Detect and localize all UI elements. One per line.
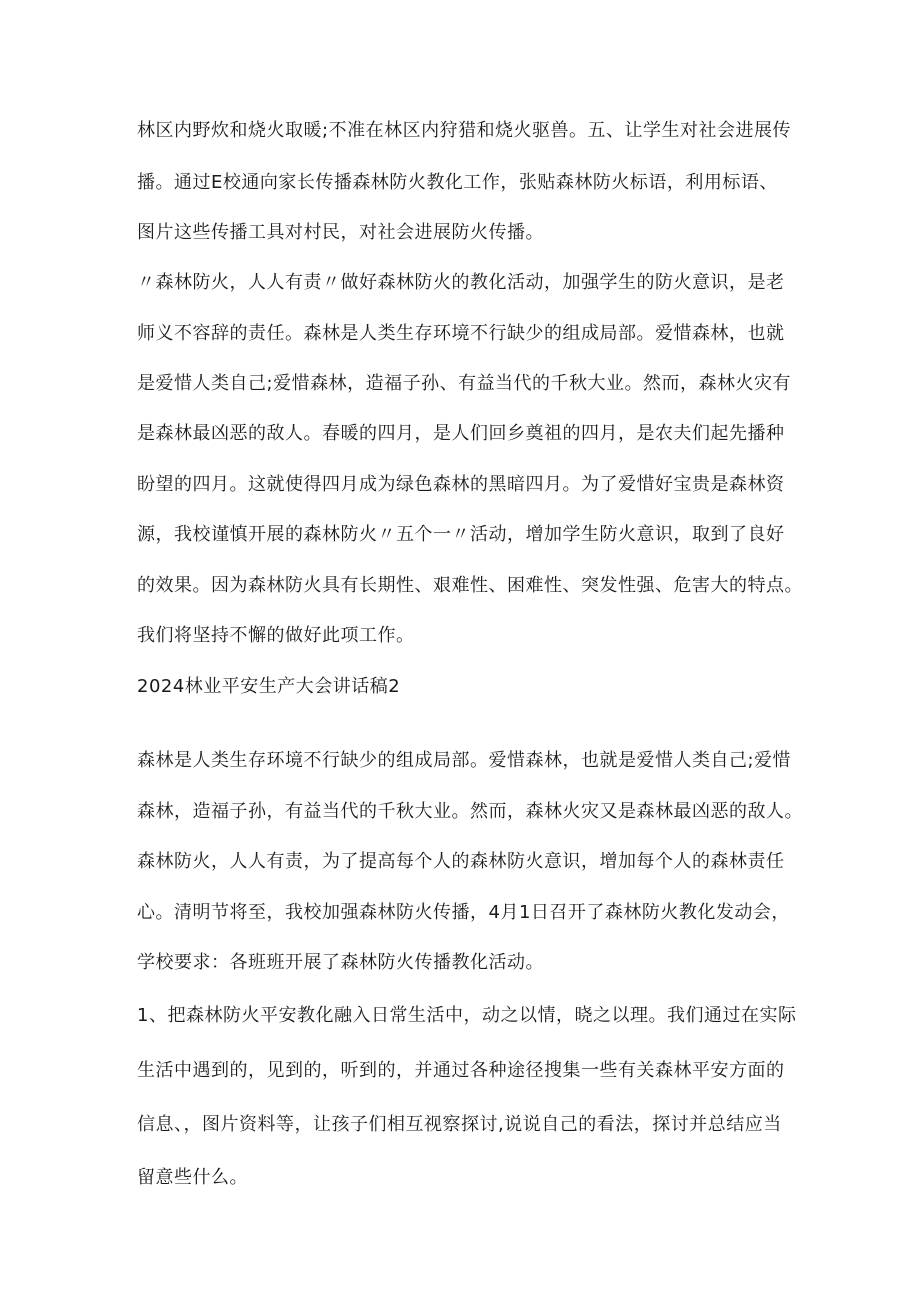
- text-line: 心。清明节将至，我校加强森林防火传播，4月1日召开了森林防火教化发动会，: [137, 902, 790, 923]
- section-heading: 2024林业平安生产大会讲话稿2: [137, 676, 401, 697]
- text-line: 留意些什么。: [137, 1167, 248, 1188]
- text-line: 播。通过E校通向家长传播森林防火教化工作，张贴森林防火标语，利用标语、: [137, 172, 778, 193]
- text-line: 林区内野炊和烧火取暖;不准在林区内狩猎和烧火驱兽。五、让学生对社会进展传: [137, 120, 792, 141]
- text-line: 信息、，图片资料等，让孩子们相互视察探讨,说说自己的看法，探讨并总结应当: [137, 1114, 782, 1135]
- text-line: 森林防火，人人有责，为了提高每个人的森林防火意识，增加每个人的森林责任: [137, 851, 785, 872]
- text-line: 图片这些传播工具对村民，对社会进展防火传播。: [137, 222, 544, 243]
- text-line: 是爱惜人类自己;爱惜森林，造福子孙、有益当代的千秋大业。然而，森林火灾有: [137, 373, 792, 394]
- text-line: 盼望的四月。这就使得四月成为绿色森林的黑暗四月。为了爱惜好宝贵是森林资: [137, 474, 785, 495]
- text-line: 是森林最凶恶的敌人。春暖的四月，是人们回乡奠祖的四月，是农夫们起先播种: [137, 423, 785, 444]
- text-line: 森林，造福子孙，有益当代的千秋大业。然而，森林火灾又是森林最凶恶的敌人。: [137, 801, 803, 822]
- text-line: 师义不容辞的责任。森林是人类生存环境不行缺少的组成局部。爱惜森林，也就: [137, 323, 785, 344]
- text-line: 学校要求：各班班开展了森林防火传播教化活动。: [137, 952, 544, 973]
- text-line: 〃森林防火，人人有责〃做好森林防火的教化活动，加强学生的防火意识，是老: [137, 272, 785, 293]
- text-line: 的效果。因为森林防火具有长期性、艰难性、困难性、突发性强、危害大的特点。: [137, 575, 803, 596]
- text-line: 森林是人类生存环境不行缺少的组成局部。爱惜森林，也就是爱惜人类自己;爱惜: [137, 750, 792, 771]
- text-line: 生活中遇到的，见到的，听到的，并通过各种途径搜集一些有关森林平安方面的: [137, 1060, 785, 1081]
- text-line: 我们将坚持不懈的做好此项工作。: [137, 625, 415, 646]
- text-line: 1、把森林防火平安教化融入日常生活中，动之以情，晓之以理。我们通过在实际: [137, 1005, 797, 1026]
- text-line: 源，我校谨慎开展的森林防火〃五个一〃活动，增加学生防火意识，取到了良好: [137, 524, 785, 545]
